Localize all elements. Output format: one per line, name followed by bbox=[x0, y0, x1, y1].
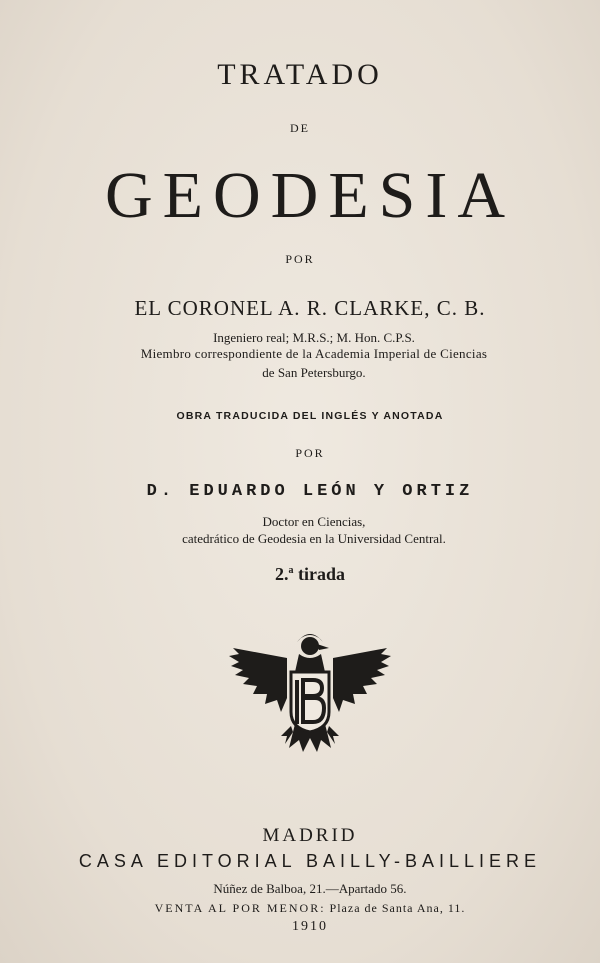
edition-label bbox=[10, 564, 600, 585]
title-de: DE bbox=[290, 121, 310, 135]
edition-number: 2. bbox=[275, 564, 289, 584]
publisher-name: CASA EDITORIAL BAILLY-BAILLIERE bbox=[78, 851, 542, 871]
edition-word: tirada bbox=[298, 564, 345, 584]
publication-year: 1910 bbox=[292, 919, 328, 934]
by-label-translator: POR bbox=[295, 446, 325, 460]
retail-sale-prefix: VENTA AL POR MENOR: bbox=[154, 901, 326, 915]
retail-sale-address: Plaza de Santa Ana, 11. bbox=[329, 901, 466, 915]
author-credential-line: Miembro correspondiente de la Academia Imperial de Ciencias bbox=[140, 346, 488, 361]
translator-credential-line: catedrático de Geodesia en la Universidad Central. bbox=[182, 531, 446, 546]
translator-name: D. EDUARDO LEÓN Y ORTIZ bbox=[146, 482, 474, 501]
author-name: EL CORONEL A. R. CLARKE, C. B. bbox=[134, 296, 486, 320]
author-credential-line: de San Petersburgo. bbox=[262, 365, 366, 380]
publisher-address: Núñez de Balboa, 21.—Apartado 56. bbox=[213, 881, 407, 896]
title-tratado: TRATADO bbox=[217, 58, 383, 91]
translator-credential-line: Doctor en Ciencias, bbox=[262, 514, 366, 529]
by-label: POR bbox=[285, 252, 315, 266]
publication-city: MADRID bbox=[262, 825, 358, 846]
eagle-bb-publisher-emblem-icon bbox=[225, 628, 395, 758]
edition-ordinal: a bbox=[288, 565, 294, 576]
author-credential-line: Ingeniero real; M.R.S.; M. Hon. C.P.S. bbox=[213, 330, 415, 345]
translation-note: OBRA TRADUCIDA DEL INGLÉS Y ANOTADA bbox=[176, 410, 444, 422]
main-title: GEODESIA bbox=[105, 159, 515, 232]
retail-sale-line bbox=[10, 901, 600, 916]
